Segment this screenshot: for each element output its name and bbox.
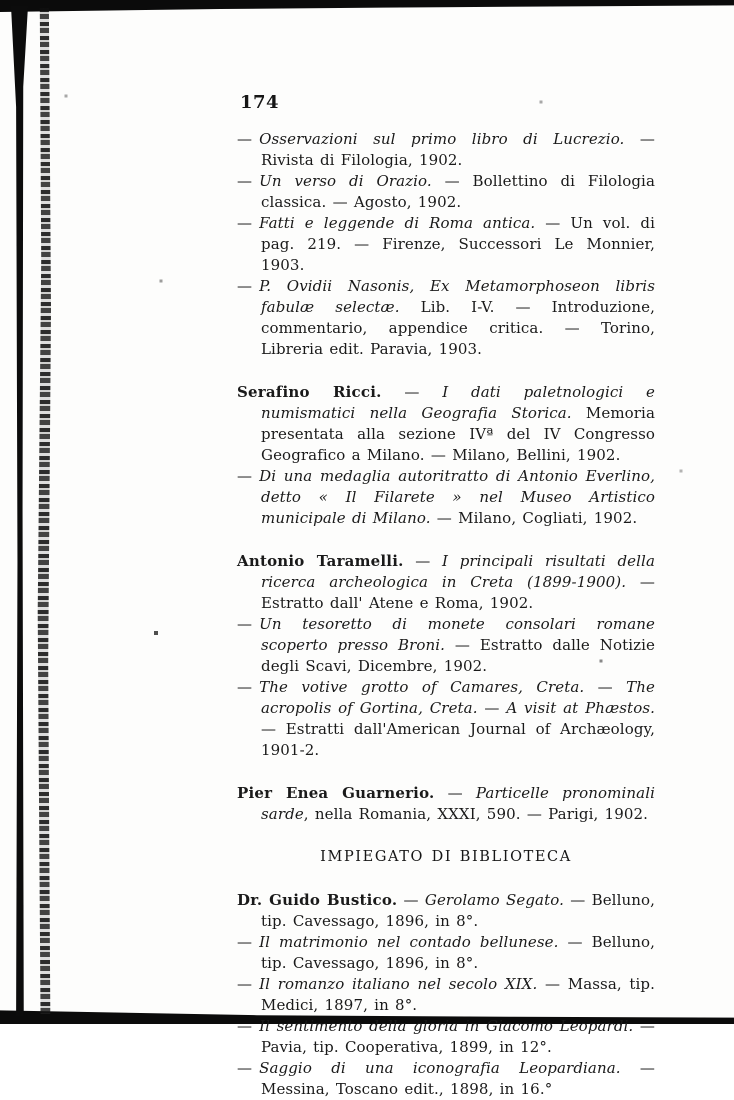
bibliography-entry: [237, 614, 655, 677]
bibliography-entry: [237, 677, 655, 761]
bibliography-entry: [237, 171, 655, 213]
content-column: [237, 129, 655, 1100]
entry-text: —: [477, 699, 507, 717]
entry-title: Il matrimonio nel contado bellunese.: [259, 933, 559, 951]
entry-dash: —: [237, 678, 253, 696]
entry-title: I dati paletnologici e numismatici nella Geografia Storica.: [261, 383, 655, 422]
entry-text: Memoria presentata alla sezione IVª del IV Congresso Geografico a Milano. — Milano, Bellini, 1902.: [261, 404, 655, 464]
scan-border-top: [0, 0, 734, 12]
entry-text: —: [434, 784, 476, 802]
entry-text: — Un vol. di pag. 219. — Firenze, Successori Le Monnier, 1903.: [261, 214, 655, 274]
bibliography-entry: [237, 129, 655, 171]
entry-title: I principali risultati della ricerca archeologica in Creta (1899-1900).: [261, 552, 655, 591]
entry-author: Antonio Taramelli.: [237, 552, 404, 570]
page-number: 174: [240, 92, 280, 113]
entry-text: , nella Romania, XXXI, 590. — Parigi, 1902.: [303, 805, 648, 823]
binding-edge-noise: [37, 8, 51, 1014]
entry-author: Dr. Guido Bustico.: [237, 891, 398, 909]
entry-title: Un tesoretto di monete consolari romane scoperto presso Broni.: [259, 615, 655, 654]
entry-author: Serafino Ricci.: [237, 383, 382, 401]
entry-text: —: [381, 383, 443, 401]
entry-text: — Bollettino di Filologia classica. — Agosto, 1902.: [261, 172, 655, 211]
entry-text: — Estratto dalle Notizie degli Scavi, Dicembre, 1902.: [261, 636, 655, 675]
entry-dash: —: [237, 172, 253, 190]
entry-text: — Messina, Toscano edit., 1898, in 16.°: [261, 1059, 655, 1098]
bibliography-entry: [237, 382, 655, 466]
entry-text: — Rivista di Filologia, 1902.: [261, 130, 655, 169]
entry-title: A visit at Phæstos.: [506, 699, 655, 717]
entry-dash: —: [237, 130, 253, 148]
entry-text: —: [403, 552, 442, 570]
entry-text: Lib. I-V. — Introduzione, commentario, appendice critica. — Torino, Libreria edit. Paravia, 1903.: [261, 298, 655, 358]
entry-text: — Estratto dall' Atene e Roma, 1902.: [261, 573, 655, 612]
bibliography-entry: [237, 783, 655, 825]
entry-title: Gerolamo Segato.: [424, 891, 564, 909]
bibliography-entry: [237, 890, 655, 932]
entry-dash: —: [237, 467, 253, 485]
entry-text: —: [397, 891, 425, 909]
entry-title: Di una medaglia autoritratto di Antonio Everlino, detto « Il Filarete » nel Museo Artistico municipale di Milano.: [259, 467, 655, 527]
binding-edge-dark: [11, 6, 28, 1016]
entry-author: Pier Enea Guarnerio.: [237, 784, 435, 802]
entry-title: Fatti e leggende di Roma antica.: [259, 214, 536, 232]
entry-dash: —: [237, 214, 253, 232]
bibliography-entry: [237, 1016, 655, 1058]
section-heading: IMPIEGATO DI BIBLIOTECA: [320, 849, 572, 865]
entry-text: —: [584, 678, 627, 696]
bibliography-entry: [237, 932, 655, 974]
bibliography-entry: [237, 974, 655, 1016]
entry-title: P. Ovidii Nasonis, Ex Metamorphoseon libris fabulæ selectæ.: [259, 277, 655, 316]
entry-dash: —: [237, 933, 253, 951]
entry-text: — Milano, Cogliati, 1902.: [430, 509, 638, 527]
bibliography-entry: [237, 276, 655, 360]
scan-speckles: [0, 0, 2, 2]
entry-title: Il sentimento della gloria in Giacomo Leopardi.: [259, 1017, 634, 1035]
entry-title: Il romanzo italiano nel secolo XIX.: [259, 975, 538, 993]
bibliography-entry: [237, 1058, 655, 1100]
bibliography-entry: [237, 551, 655, 614]
entry-title: The acropolis of Gortina, Creta.: [261, 678, 656, 717]
entry-title: Saggio di una iconografia Leopardiana.: [259, 1059, 621, 1077]
entry-dash: —: [237, 1059, 253, 1077]
bibliography-entry: [237, 466, 655, 529]
entry-title: The votive grotto of Camares, Creta.: [259, 678, 585, 696]
entry-dash: —: [237, 1017, 253, 1035]
entry-title: Un verso di Orazio.: [259, 172, 432, 190]
entry-title: Osservazioni sul primo libro di Lucrezio.: [259, 130, 625, 148]
entry-text: — Massa, tip. Medici, 1897, in 8°.: [261, 975, 655, 1014]
entry-text: — Belluno, tip. Cavessago, 1896, in 8°.: [261, 891, 655, 930]
entry-text: — Belluno, tip. Cavessago, 1896, in 8°.: [261, 933, 655, 972]
entry-dash: —: [237, 615, 253, 633]
bibliography-entry: [237, 213, 655, 276]
entry-text: — Pavia, tip. Cooperativa, 1899, in 12°.: [261, 1017, 655, 1056]
entry-dash: —: [237, 277, 253, 295]
entry-title: Particelle pronominali sarde: [261, 784, 655, 823]
entry-dash: —: [237, 975, 253, 993]
entry-text: — Estratti dall'American Journal of Archæology, 1901-2.: [261, 720, 655, 759]
